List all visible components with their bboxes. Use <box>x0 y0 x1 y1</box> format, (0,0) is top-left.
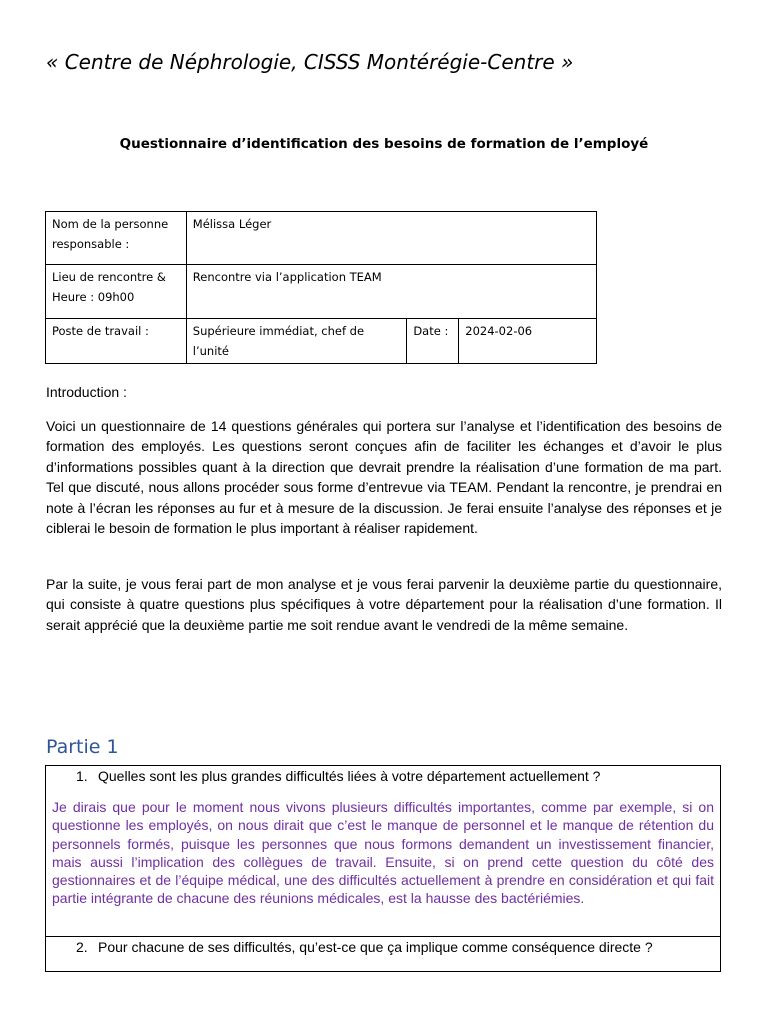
question-2 <box>46 937 720 956</box>
question-text: Pour chacune de ses difficultés, qu’est-ce que ça implique comme conséquence directe ? <box>98 939 653 955</box>
meeting-label-line-2: Heure : 09h00 <box>52 290 135 304</box>
question-number: 1. <box>76 768 88 784</box>
meeting-value: Rencontre via l’application TEAM <box>186 265 596 319</box>
question-number: 2. <box>76 939 88 955</box>
introduction-paragraph-1: Voici un questionnaire de 14 questions générales qui portera sur l’analyse et l’identification des besoins de formation des employés. Les questions seront conçues afin de faciliter les échanges et d’avoir le plus d’informations possibles quant à la direction que devrait prendre la réalisation d’une formation de ma part. Tel que discuté, nous allons procéder sous forme d’entrevue via TEAM. Pendant la rencontre, je prendrai en note à l’écran les réponses au fur et à mesure de la discussion. Je ferai ensuite l’analyse des réponses et je ciblerai le besoin de formation le plus important à réaliser rapidement. <box>46 418 722 537</box>
info-row-meeting <box>46 265 597 319</box>
info-table <box>45 211 597 364</box>
answer-1: Je dirais que pour le moment nous vivons plusieurs difficultés importantes, comme par exemple, si on questionne les employés, on nous dirait que c’est le manque de personnel et le manque de rétention du personnels formés, puisque les personnes que nous formons demandent un investissement financier, mais aussi l’implication des collègues de travail. Ensuite, si on prend cette question du côté des gestionnaires et de l’équipe médical, une des difficultés actuellement à prendre en considération et qui fait partie intégrante de chacune des réunions médicales, est la hausse des bactériémies. <box>52 799 714 907</box>
date-value: 2024-02-06 <box>459 319 597 364</box>
part1-heading: Partie 1 <box>46 736 119 758</box>
position-label: Poste de travail : <box>46 319 187 364</box>
introduction-paragraph-2: Par la suite, je vous ferai part de mon analyse et je vous ferai parvenir la deuxième partie du questionnaire, qui consiste à quatre questions plus spécifiques à votre département pour la réalisation d’une formation. Il serait apprécié que la deuxième partie me soit rendue avant le vendredi de la même semaine. <box>46 576 722 633</box>
question-1 <box>46 766 720 785</box>
position-value: Supérieure immédiat, chef de l’unité <box>186 319 407 364</box>
question-text: Quelles sont les plus grandes difficultés liées à votre département actuellement ? <box>98 768 601 784</box>
responsible-label-line-1: Nom de la personne <box>52 217 169 231</box>
date-label: Date : <box>407 319 459 364</box>
question-box-2 <box>45 936 721 972</box>
document-title: Questionnaire d’identification des besoins de formation de l’employé <box>119 136 649 152</box>
meeting-label <box>46 265 187 319</box>
info-row-position <box>46 319 597 364</box>
header-title: « Centre de Néphrologie, CISSS Montérégie-Centre » <box>46 50 574 74</box>
introduction-label: Introduction : <box>46 384 127 400</box>
question-box-1 <box>45 765 721 937</box>
meeting-label-line-1: Lieu de rencontre & <box>52 270 166 284</box>
responsible-value: Mélissa Léger <box>186 212 596 265</box>
responsible-label <box>46 212 187 265</box>
info-row-responsible <box>46 212 597 265</box>
responsible-label-line-2: responsable : <box>52 237 130 251</box>
